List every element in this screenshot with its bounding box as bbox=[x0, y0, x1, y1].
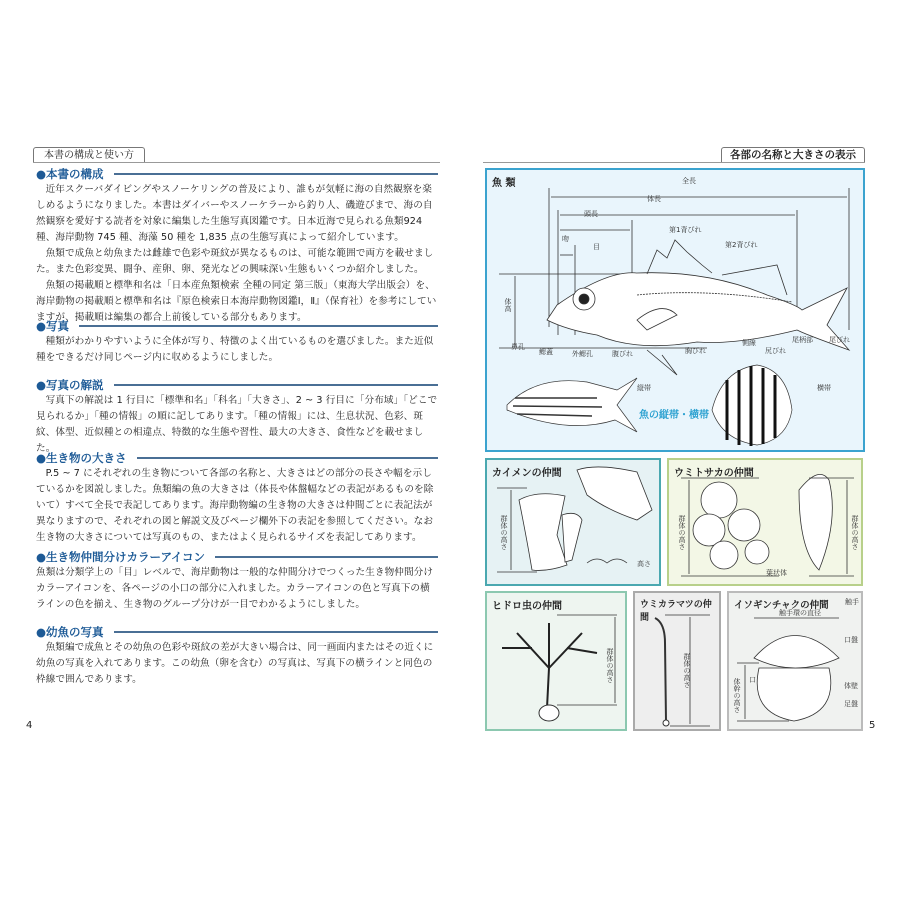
label-lateral-line: 側線 bbox=[742, 339, 756, 347]
label-colony-height: 群体の高さ bbox=[500, 515, 508, 550]
sponge-panel bbox=[485, 458, 661, 586]
fish-title: 魚 類 bbox=[492, 178, 516, 189]
paragraph: 魚類の掲載順と標準和名は「日本産魚類検索 全種の同定 第三版」（東海大学出版会）を、海岸動物の掲載順と標準和名は『原色検索日本海岸動物図鑑Ⅰ，Ⅱ』（保育社）を参考にしていますが、掲載順は編集の都合上前後している部分もあります。 bbox=[36, 280, 437, 323]
left-header-tab: 本書の構成と使い方 bbox=[33, 147, 145, 163]
section-heading: ●本書の構成 bbox=[36, 167, 104, 181]
section-photos bbox=[36, 318, 438, 366]
label-anal: 尻びれ bbox=[765, 347, 786, 355]
paragraph: 魚類編で成魚とその幼魚の色彩や斑紋の差が大きい場合は、同一画面内またはその近くに幼魚の写真を入れてあります。この幼魚（卵を含む）の写真は、写真下の横ラインと同色の枠線で囲んであります。 bbox=[36, 642, 434, 685]
section-heading: ●生き物仲間分けカラーアイコン bbox=[36, 550, 205, 564]
whip-coral-title: ウミカラマツの仲間 bbox=[640, 600, 712, 623]
header-rule bbox=[483, 162, 865, 163]
label-crown-diameter: 触手環の直径 bbox=[779, 609, 821, 617]
header-rule bbox=[33, 162, 440, 163]
anemone-title: イソギンチャクの仲間 bbox=[734, 600, 829, 611]
label-pectoral: 胸びれ bbox=[685, 347, 706, 355]
label-lobe: 葉状体 bbox=[766, 569, 787, 577]
label-gill-cover: 鰓蓋 bbox=[539, 348, 553, 356]
caption-stripes: 魚の縦帯・横帯 bbox=[639, 410, 709, 421]
label-body-length: 体長 bbox=[647, 195, 661, 203]
label-mouth: 口 bbox=[749, 676, 756, 684]
section-heading: ●生き物の大きさ bbox=[36, 451, 127, 465]
label-pedal-disc: 足盤 bbox=[844, 700, 858, 708]
section-color-icons bbox=[36, 549, 438, 613]
anemone-panel bbox=[727, 591, 863, 731]
paragraph: 魚類は分類学上の「目」レベルで、海岸動物は一般的な仲間分けでつくった生き物仲間分けカラーアイコンを、各ページの小口の部分に入れました。カラーアイコンの色と写真下の横ラインの色を揃え、生き物のグループ分けが一目でわかるようにしました。 bbox=[36, 567, 434, 610]
fish-diagram-panel bbox=[485, 168, 865, 452]
label-caudal: 尾びれ bbox=[829, 336, 850, 344]
label-column: 体壁 bbox=[844, 682, 858, 690]
paragraph: 種類がわかりやすいように全体が写り、特徴のよく出ているものを選びました。また近似種をできるだけ同じページ内に収めるようにしました。 bbox=[36, 336, 434, 363]
label-colony-height-2: 群体の高さ bbox=[851, 515, 859, 550]
label-colony-height: 群体の高さ bbox=[606, 648, 614, 683]
label-pelvic: 腹びれ bbox=[612, 350, 633, 358]
paragraph: P.5 ~ 7 にそれぞれの生き物について各部の名称と、大きさはどの部分の長さや幅を示しているかを図説しました。魚類編の魚の大きさは（体長や体盤幅などの表記があるものを除いて）すべて全長で表記してあります。海岸動物編の生き物の大きさは仲間ごとに表記法が異なりますので、それぞれの図と解説文及びページ欄外下の表記を参照してください。なお生き物の大きさについては写真のもの、またはよく見られるサイズを表記してあります。 bbox=[36, 468, 434, 543]
label-snout: 吻 bbox=[562, 235, 569, 243]
paragraph: 近年スクーバダイビングやスノーケリングの普及により、誰もが気軽に海の自然観察を楽しめるようになりました。本書はダイバーやスノーケラーから釣り人、磯遊びまで、海の自然観察を愛好する読者を対象に編集した生態写真図鑑です。日本近海で見られる魚類924 種、海岸動物 745 種、海藻 50 種を 1,835 点の生態写真によって紹介しています。 bbox=[36, 184, 433, 243]
label-trunk-height: 体幹の高さ bbox=[733, 678, 741, 713]
section-structure bbox=[36, 166, 438, 326]
sponge-title: カイメンの仲間 bbox=[492, 468, 562, 479]
section-heading: ●写真 bbox=[36, 319, 70, 333]
label-stripe-horizontal: 縦帯 bbox=[637, 384, 651, 392]
label-head-length: 頭長 bbox=[584, 210, 598, 218]
label-colony-height: 群体の高さ bbox=[678, 515, 686, 550]
label-eye: 目 bbox=[593, 243, 600, 251]
soft-coral-panel bbox=[667, 458, 863, 586]
section-photo-captions bbox=[36, 377, 438, 457]
soft-coral-title: ウミトサカの仲間 bbox=[674, 468, 754, 479]
section-juvenile bbox=[36, 624, 438, 688]
label-body-depth: 体高 bbox=[504, 298, 512, 312]
label-height: 高さ bbox=[637, 560, 651, 568]
hydroid-panel bbox=[485, 591, 627, 731]
section-heading: ●幼魚の写真 bbox=[36, 625, 104, 639]
paragraph: 写真下の解説は 1 行目に「標準和名」「科名」「大きさ」、2 ~ 3 行目に「分布域」「どこで見られるか」「種の情報」の順に記してあります。「種の情報」には、生息状況、色彩、斑紋、体型、近似種との相違点、特徴的な生態や習性、最大の大きさ、食性などを載せました。 bbox=[36, 395, 438, 454]
whip-coral-panel bbox=[633, 591, 721, 731]
label-caudal-peduncle: 尾柄部 bbox=[792, 336, 813, 344]
label-total-length: 全長 bbox=[682, 177, 696, 185]
right-header-tab: 各部の名称と大きさの表示 bbox=[721, 147, 865, 163]
label-tentacles: 触手 bbox=[845, 598, 859, 606]
label-stripe-vertical: 横帯 bbox=[817, 384, 831, 392]
label-colony-height: 群体の高さ bbox=[683, 653, 691, 688]
label-dorsal2: 第2背びれ bbox=[725, 241, 758, 249]
page-number-left: 4 bbox=[26, 720, 33, 731]
page-number-right: 5 bbox=[869, 720, 876, 731]
label-gill-opening: 外鰓孔 bbox=[572, 350, 593, 358]
label-nostril: 鼻孔 bbox=[511, 343, 525, 351]
section-heading: ●写真の解説 bbox=[36, 378, 104, 392]
label-dorsal1: 第1背びれ bbox=[669, 226, 702, 234]
label-oral-disc: 口盤 bbox=[844, 636, 858, 644]
hydroid-title: ヒドロ虫の仲間 bbox=[492, 601, 562, 612]
section-size bbox=[36, 450, 438, 546]
paragraph: 魚類で成魚と幼魚または雌雄で色彩や斑紋が異なるものは、可能な範囲で両方を載せました。また色彩変異、闘争、産卵、卵、発光などの興味深い生態もいくつか紹介しました。 bbox=[36, 248, 434, 275]
